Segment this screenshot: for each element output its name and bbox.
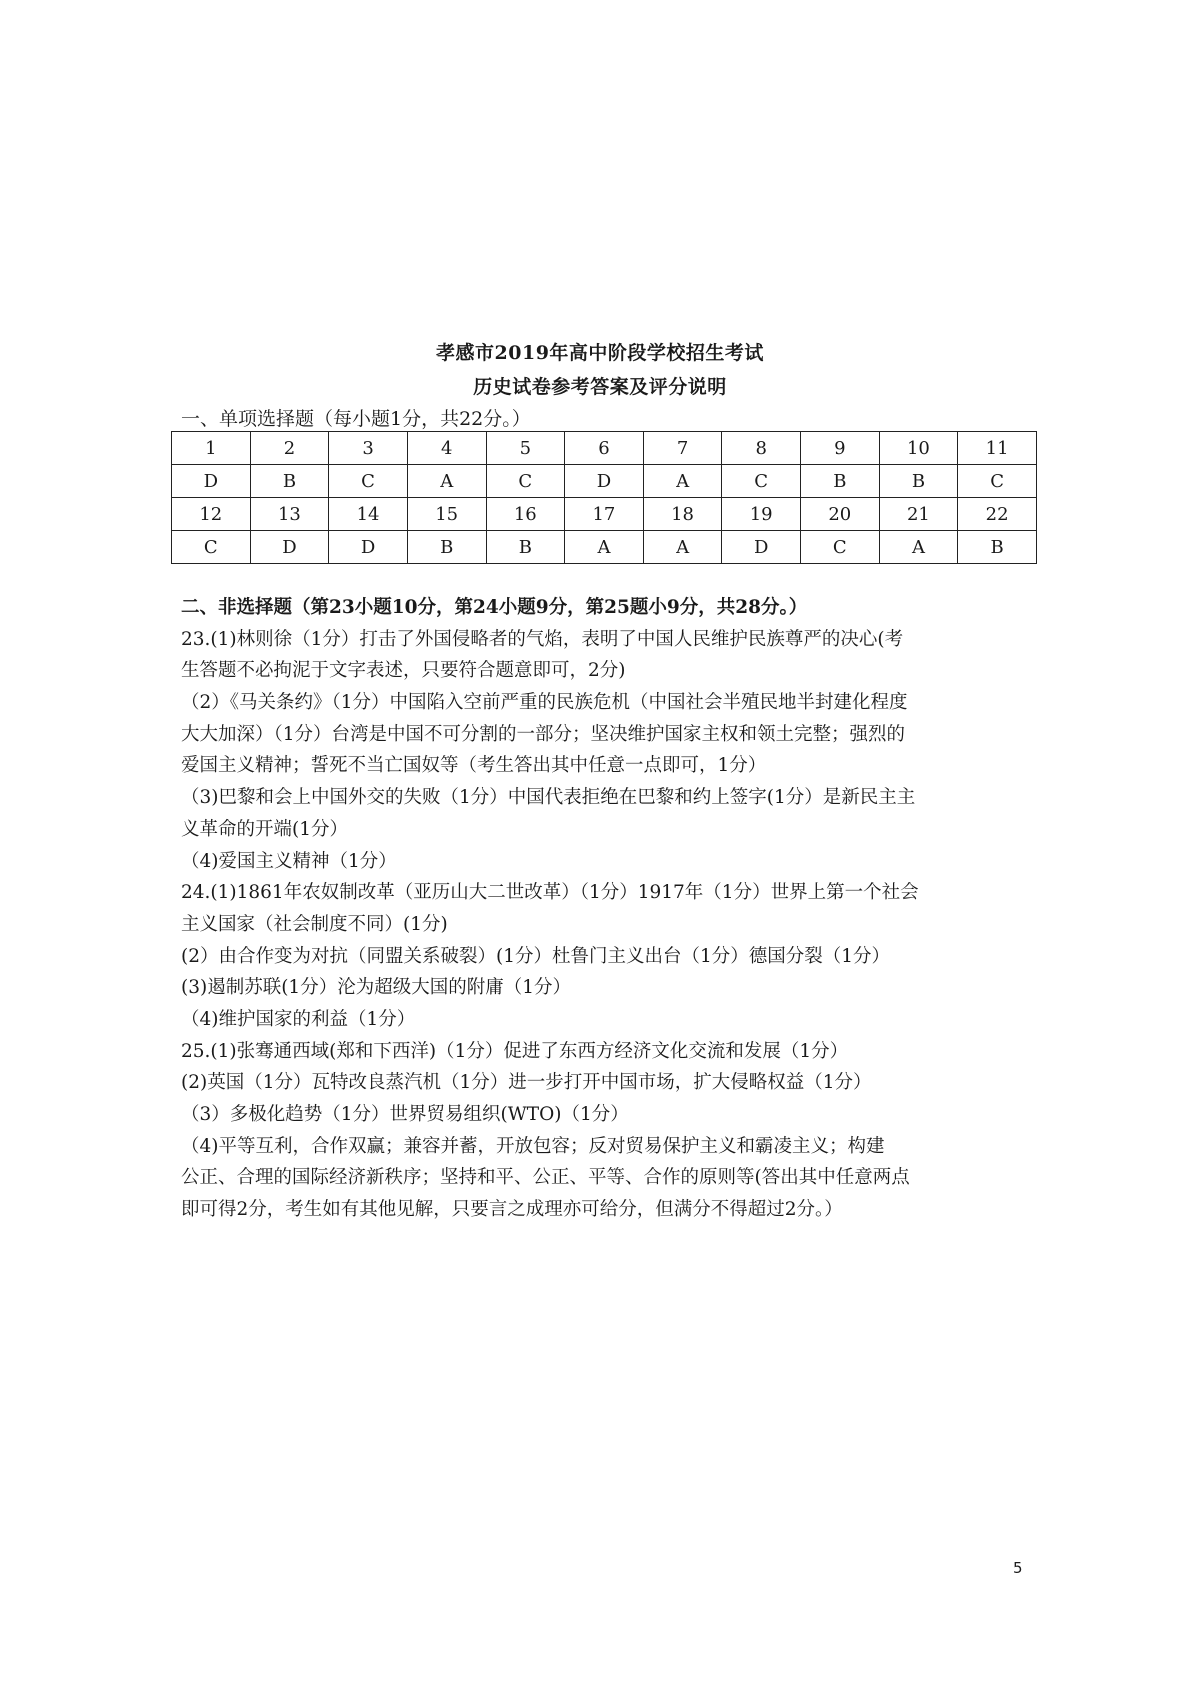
- question-number-cell: 6: [565, 432, 644, 465]
- section1-heading: 一、单项选择题（每小题1分，共22分。）: [181, 408, 531, 430]
- answer-cell: A: [643, 465, 722, 498]
- answer-text-line: （4)爱国主义精神（1分）: [181, 850, 397, 872]
- section2-body: [181, 592, 1027, 1226]
- answer-text-line: 23.(1)林则徐（1分）打击了外国侵略者的气焰，表明了中国人民维护民族尊严的决心(考: [181, 628, 904, 650]
- answer-text-line: 即可得2分，考生如有其他见解，只要言之成理亦可给分，但满分不得超过2分。）: [181, 1199, 843, 1221]
- answer-cell: D: [250, 531, 329, 564]
- section2-heading: 二、非选择题（第23小题10分，第24小题9分，第25题小9分，共28分。）: [181, 597, 808, 618]
- answer-text-line: 公正、合理的国际经济新秩序；坚持和平、公正、平等、合作的原则等(答出其中任意两点: [181, 1167, 910, 1189]
- answer-row: [172, 531, 1037, 564]
- answer-text-line: 生答题不必拘泥于文字表述，只要符合题意即可，2分): [181, 660, 626, 682]
- answer-text-line: （4)平等互利，合作双赢；兼容并蓄，开放包容；反对贸易保护主义和霸凌主义；构建: [181, 1135, 885, 1157]
- question-number-cell: 8: [722, 432, 801, 465]
- answer-text-line: 爱国主义精神；誓死不当亡国奴等（考生答出其中任意一点即可，1分）: [181, 755, 767, 777]
- answer-cell: D: [565, 465, 644, 498]
- question-number-cell: 14: [329, 498, 408, 531]
- answer-cell: D: [722, 531, 801, 564]
- answer-text-line: （3）多极化趋势（1分）世界贸易组织(WTO)（1分）: [181, 1104, 629, 1125]
- answer-cell: C: [801, 531, 880, 564]
- question-number-row: [172, 432, 1037, 465]
- answer-cell: B: [801, 465, 880, 498]
- answer-cell: B: [879, 465, 958, 498]
- question-number-row: [172, 498, 1037, 531]
- answer-cell: A: [643, 531, 722, 564]
- question-number-cell: 13: [250, 498, 329, 531]
- answer-text-line: (2）由合作变为对抗（同盟关系破裂）(1分）杜鲁门主义出台（1分）德国分裂（1分）: [181, 945, 891, 967]
- answer-text-line: 24.(1)1861年农奴制改革（亚历山大二世改革）（1分）1917年（1分）世界上第一个社会: [181, 882, 919, 904]
- question-number-cell: 19: [722, 498, 801, 531]
- answer-cell: B: [958, 531, 1037, 564]
- answer-text-line: 25.(1)张骞通西域(郑和下西洋)（1分）促进了东西方经济文化交流和发展（1分）: [181, 1040, 849, 1062]
- question-number-cell: 21: [879, 498, 958, 531]
- document-title: 孝感市2019年高中阶段学校招生考试: [436, 342, 764, 364]
- question-number-cell: 16: [486, 498, 565, 531]
- question-number-cell: 15: [407, 498, 486, 531]
- answer-cell: B: [250, 465, 329, 498]
- answer-text-line: (2)英国（1分）瓦特改良蒸汽机（1分）进一步打开中国市场，扩大侵略权益（1分）: [181, 1072, 872, 1094]
- answer-cell: B: [486, 531, 565, 564]
- answer-row: [172, 465, 1037, 498]
- question-number-cell: 3: [329, 432, 408, 465]
- answer-cell: C: [329, 465, 408, 498]
- answer-text-line: （3)巴黎和会上中国外交的失败（1分）中国代表拒绝在巴黎和约上签字(1分）是新民主主: [181, 787, 916, 809]
- question-number-cell: 22: [958, 498, 1037, 531]
- question-number-cell: 2: [250, 432, 329, 465]
- answer-text-line: （2）《马关条约》（1分）中国陷入空前严重的民族危机（中国社会半殖民地半封建化程度: [181, 692, 908, 714]
- question-number-cell: 17: [565, 498, 644, 531]
- question-number-cell: 12: [172, 498, 251, 531]
- question-number-cell: 20: [801, 498, 880, 531]
- answer-cell: A: [407, 465, 486, 498]
- answer-cell: D: [172, 465, 251, 498]
- answer-text-line: (3)遏制苏联(1分）沦为超级大国的附庸（1分）: [181, 977, 571, 999]
- question-number-cell: 18: [643, 498, 722, 531]
- question-number-cell: 7: [643, 432, 722, 465]
- answer-cell: C: [172, 531, 251, 564]
- question-number-cell: 11: [958, 432, 1037, 465]
- answer-cell: C: [486, 465, 565, 498]
- answer-cell: A: [879, 531, 958, 564]
- document-subtitle: 历史试卷参考答案及评分说明: [473, 376, 727, 398]
- page-number: 5: [1013, 1559, 1023, 1577]
- question-number-cell: 5: [486, 432, 565, 465]
- question-number-cell: 4: [407, 432, 486, 465]
- answer-cell: C: [722, 465, 801, 498]
- answer-text-line: （4)维护国家的利益（1分）: [181, 1008, 416, 1030]
- answer-text-line: 主义国家（社会制度不同）(1分): [181, 913, 448, 935]
- question-number-cell: 10: [879, 432, 958, 465]
- answer-cell: B: [407, 531, 486, 564]
- answer-cell: D: [329, 531, 408, 564]
- answer-table: [171, 431, 1037, 564]
- question-number-cell: 1: [172, 432, 251, 465]
- answer-text-line: 大大加深）（1分）台湾是中国不可分割的一部分；坚决维护国家主权和领土完整；强烈的: [181, 723, 906, 745]
- question-number-cell: 9: [801, 432, 880, 465]
- answer-text-line: 义革命的开端(1分）: [181, 818, 348, 840]
- answer-cell: A: [565, 531, 644, 564]
- answer-cell: C: [958, 465, 1037, 498]
